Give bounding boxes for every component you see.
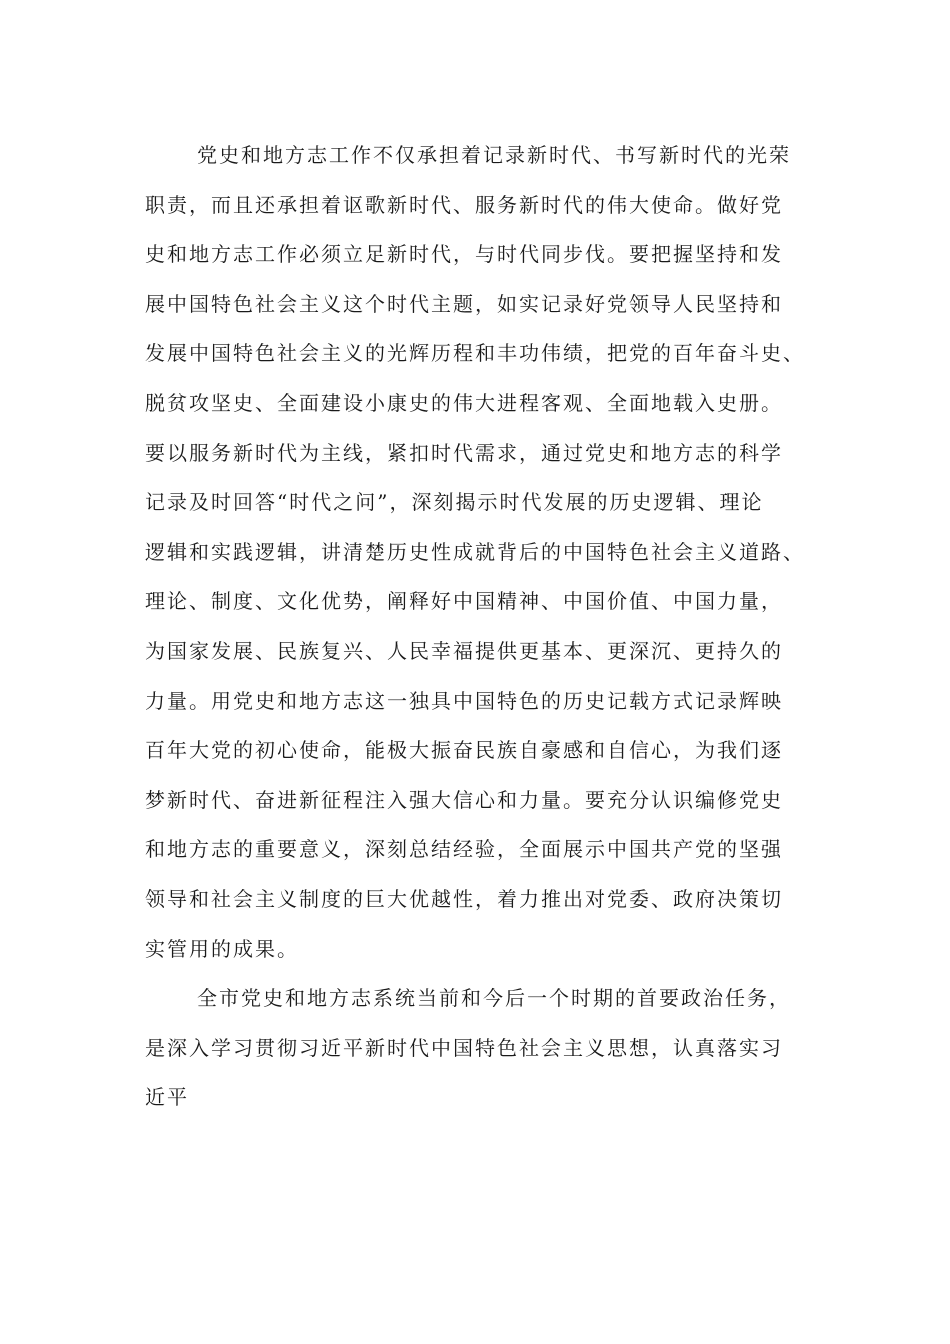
- paragraph-line: 要以服务新时代为主线，紧扣时代需求，通过党史和地方志的科学: [145, 440, 783, 465]
- paragraph-line: 近平: [145, 1085, 189, 1110]
- paragraph-line: 领导和社会主义制度的巨大优越性，着力推出对党委、政府决策切: [145, 886, 783, 911]
- paragraph-line: 全市党史和地方志系统当前和今后一个时期的首要政治任务，: [197, 986, 791, 1011]
- paragraph-line: 是深入学习贯彻习近平新时代中国特色社会主义思想，认真落实习: [145, 1035, 783, 1060]
- document-body: [145, 131, 805, 1123]
- paragraph-line: 实管用的成果。: [145, 936, 299, 961]
- paragraph-line: 和地方志的重要意义，深刻总结经验，全面展示中国共产党的坚强: [145, 837, 783, 862]
- paragraph-line: 职责，而且还承担着讴歌新时代、服务新时代的伟大使命。做好党: [145, 192, 783, 217]
- paragraph-line: 脱贫攻坚史、全面建设小康史的伟大进程客观、全面地载入史册。: [145, 390, 783, 415]
- paragraph-line: 展中国特色社会主义这个时代主题，如实记录好党领导人民坚持和: [145, 291, 783, 316]
- paragraph-line: 力量。用党史和地方志这一独具中国特色的历史记载方式记录辉映: [145, 688, 783, 713]
- paragraph-2: [145, 974, 805, 1123]
- paragraph-line: 为国家发展、民族复兴、人民幸福提供更基本、更深沉、更持久的: [145, 638, 783, 663]
- paragraph-line: 发展中国特色社会主义的光辉历程和丰功伟绩，把党的百年奋斗史、: [145, 341, 805, 366]
- paragraph-line: 理论、制度、文化优势，阐释好中国精神、中国价值、中国力量，: [145, 589, 783, 614]
- paragraph-line: 逻辑和实践逻辑，讲清楚历史性成就背后的中国特色社会主义道路、: [145, 539, 805, 564]
- paragraph-line: 梦新时代、奋进新征程注入强大信心和力量。要充分认识编修党史: [145, 787, 783, 812]
- paragraph-line: 党史和地方志工作不仅承担着记录新时代、书写新时代的光荣: [197, 143, 791, 167]
- paragraph-line: 百年大党的初心使命，能极大振奋民族自豪感和自信心，为我们逐: [145, 738, 783, 763]
- paragraph-line: 史和地方志工作必须立足新时代，与时代同步伐。要把握坚持和发: [145, 242, 783, 267]
- paragraph-1: [145, 131, 805, 974]
- paragraph-line: 记录及时回答“时代之问”，深刻揭示时代发展的历史逻辑、理论: [145, 490, 764, 515]
